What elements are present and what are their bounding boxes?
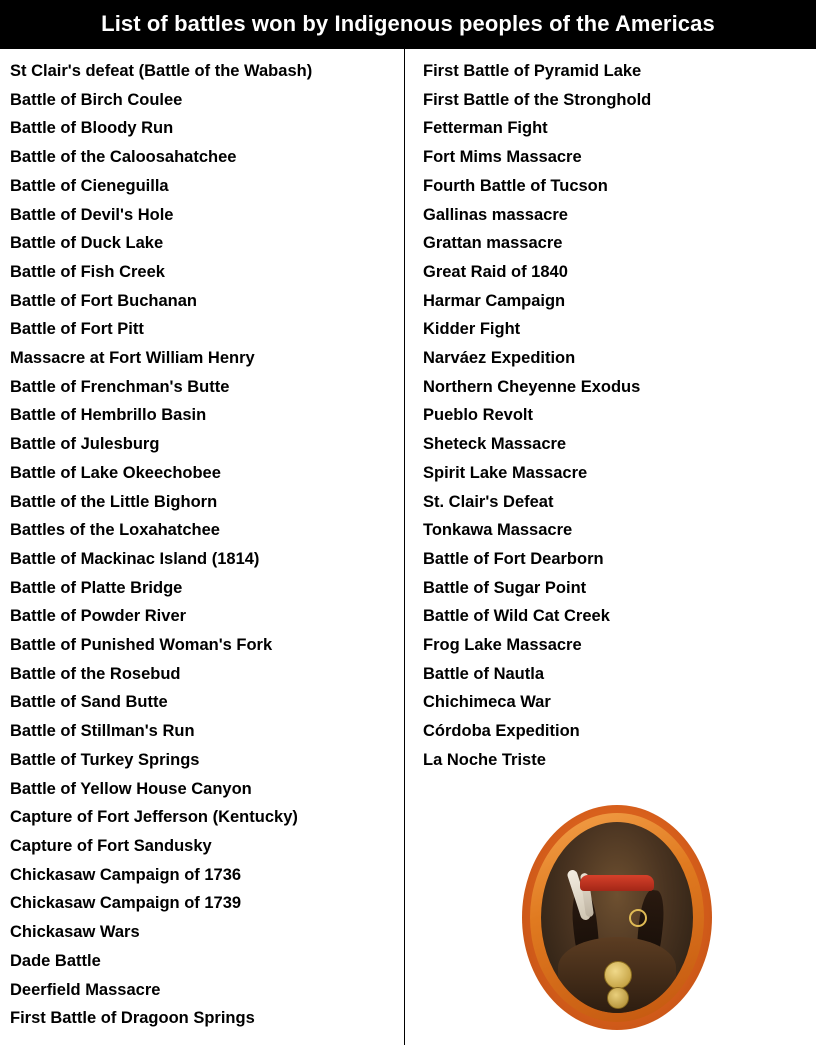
list-item: Battle of the Caloosahatchee [10,148,237,167]
list-item: Spirit Lake Massacre [423,463,588,482]
list-item: Grattan massacre [423,234,563,253]
list-item: Battle of the Little Bighorn [10,492,218,511]
list-item: Great Raid of 1840 [423,262,568,281]
list-item: Battle of Stillman's Run [10,722,195,741]
illustration-container [423,805,810,1030]
list-item: Battle of Fort Buchanan [10,291,198,310]
left-column [0,57,404,1045]
list-item: Battle of Punished Woman's Fork [10,636,273,655]
list-item: Harmar Campaign [423,291,566,310]
list-item: Battle of Yellow House Canyon [10,779,252,798]
list-item: Battle of Hembrillo Basin [10,406,207,425]
two-column-list [0,49,816,1045]
list-item: Battle of Cieneguilla [10,176,169,195]
list-item: Chichimeca War [423,693,551,712]
list-item: First Battle of the Stronghold [423,90,652,109]
list-item: Córdoba Expedition [423,722,580,741]
list-item: Deerfield Massacre [10,980,161,999]
list-item: Gallinas massacre [423,205,568,224]
list-item: Narváez Expedition [423,349,576,368]
list-item: Battle of Duck Lake [10,234,164,253]
list-item: Battle of Birch Coulee [10,90,183,109]
list-item: Battle of Nautla [423,664,545,683]
figure-medallion [604,961,632,989]
list-item: Chickasaw Campaign of 1736 [10,865,242,884]
list-item: Battles of the Loxahatchee [10,521,220,540]
list-item: Battle of Sand Butte [10,693,168,712]
portrait-image [541,822,693,1013]
list-item: Kidder Fight [423,320,521,339]
page-title: List of battles won by Indigenous peoples of the Americas [0,0,816,49]
list-item: First Battle of Pyramid Lake [423,62,642,80]
figure-medallion-secondary [607,987,629,1009]
list-item: Sheteck Massacre [423,435,567,454]
list-item: Chickasaw Campaign of 1739 [10,894,242,913]
list-item: Battle of Powder River [10,607,187,626]
list-item: Battle of Frenchman's Butte [10,377,230,396]
list-item: First Battle of Dragoon Springs [10,1009,255,1028]
list-item: Fort Mims Massacre [423,148,582,167]
list-item: Tonkawa Massacre [423,521,573,540]
list-item: St Clair's defeat (Battle of the Wabash) [10,62,313,80]
list-item: Battle of the Rosebud [10,664,181,683]
list-item: Fourth Battle of Tucson [423,176,608,195]
figure-headband [580,875,654,891]
list-item: Chickasaw Wars [10,923,140,942]
list-item: Northern Cheyenne Exodus [423,377,641,396]
list-item: Fetterman Fight [423,119,548,138]
list-item: Pueblo Revolt [423,406,534,425]
list-item: Massacre at Fort William Henry [10,349,255,368]
list-item: Capture of Fort Sandusky [10,836,212,855]
portrait-of-indigenous-leader [522,805,712,1030]
list-item: Battle of Turkey Springs [10,750,200,769]
list-item: St. Clair's Defeat [423,492,554,511]
list-item: Battle of Fish Creek [10,262,165,281]
list-item: Battle of Bloody Run [10,119,174,138]
right-column [405,57,816,1045]
list-item: Battle of Sugar Point [423,578,587,597]
list-item: Battle of Fort Dearborn [423,549,604,568]
list-item: La Noche Triste [423,750,546,769]
list-item: Battle of Mackinac Island (1814) [10,549,260,568]
list-item: Capture of Fort Jefferson (Kentucky) [10,808,298,827]
list-item: Frog Lake Massacre [423,636,582,655]
list-item: Battle of Fort Pitt [10,320,144,339]
list-item: Battle of Platte Bridge [10,578,183,597]
list-item: Dade Battle [10,951,101,970]
list-item: Battle of Wild Cat Creek [423,607,610,626]
list-item: Battle of Devil's Hole [10,205,174,224]
list-item: Battle of Julesburg [10,435,160,454]
list-item: Battle of Lake Okeechobee [10,463,221,482]
